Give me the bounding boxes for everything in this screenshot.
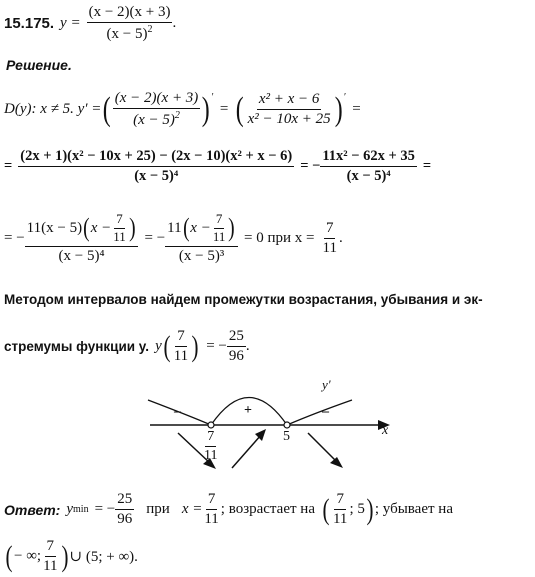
answer-line-1: Ответ: y min = − $\frac{25}{96}$ при x = $\frac{7}{11}$ ; возрастает на ( $\frac{7}{11}$ ; 5 ) ; убывает на [4,491,453,528]
derivative-line-1: D(y): x ≠ 5. y′ = ( $\frac{(x - 2)(x + 3)}{(x - 5)^2}$ ) ′ = ( $\frac{\text{x² + x − 6}}{\text{x² − 10x + 25}}$ ) ′ = [4,90,361,129]
arrow-up-mid [232,435,261,468]
line1-fraction-1: $\frac{(x - 2)(x + 3)}{(x - 5)^2}$ [114,90,199,129]
line2-fraction-1: $\frac{\text{(2x + 1)(x² − 10x + 25) − (2x − 10)(x² + x − 6)}}{\text{(x − 5)⁴}}$ [20,148,293,184]
line2-fraction-2: $\frac{\text{11x² − 62x + 35}}{\text{(x − 5)⁴}}$ [322,148,415,184]
problem-tail: . [172,15,177,32]
arc-right [287,400,352,425]
problem-y-eq: y = [60,15,81,32]
sign-left: – [174,404,181,419]
domain-text: D(y): x ≠ 5. y′ = [4,101,102,118]
sign-diagram [0,378,535,478]
line3-fraction-1: 11(x − 5) ( x − $\frac{7}{11}$ ) (x − 5)⁴ [25,212,139,265]
answer-line-2: ( − ∞; $\frac{7}{11}$ ) ∪ (5; + ∞). [5,538,138,575]
answer-label: Ответ: [4,501,61,518]
derivative-line-3: = − 11(x − 5) ( x − $\frac{7}{11}$ ) (x − 5)⁴ = − 11 ( x − $\frac{7}{11}$ ) (x − 5)³ = 0 при x = $\frac{7}{11}$ . [4,211,343,264]
arrow-down-right [308,433,338,463]
problem-number: 15.175. [4,15,55,33]
solution-label: Решение. [6,57,72,73]
point-7-11 [208,422,214,428]
sign-right: – [322,404,329,419]
derivative-line-2: = $\frac{\text{(2x + 1)(x² − 10x + 25) − (2x − 10)(x² + x − 6)}}{\text{(x − 5)⁴}}$ = − $\frac{\text{11x² − 62x + 35}}{\text{(x − 5)⁴}}$ = [4,148,432,184]
sign-mid: + [244,403,252,418]
point-5 [284,422,290,428]
problem-denominator: $(x - 5)^2$ [106,24,153,43]
line3-fraction-2: 11 ( x − $\frac{7}{11}$ ) (x − 5)³ [165,212,238,265]
paragraph-line-1: Методом интервалов найдем промежутки возрастания, убывания и эк- [4,292,483,307]
problem-line [4,4,176,44]
problem-numerator: (x − 2)(x + 3) [87,4,173,23]
line1-fraction-2: $\frac{\text{x² + x − 6}}{\text{x² − 10x + 25}}$ [247,91,331,128]
point2-label: 5 [283,429,290,444]
problem-fraction [87,4,173,44]
yprime-label: y' [322,377,331,392]
axis-x-label: x [382,423,389,438]
paragraph-line-2: стремумы функции y. y ( $\frac{7}{11}$ ) = − $\frac{25}{96}$ . [4,328,250,365]
point1-label: $\frac{7}{11}$ [204,429,218,464]
